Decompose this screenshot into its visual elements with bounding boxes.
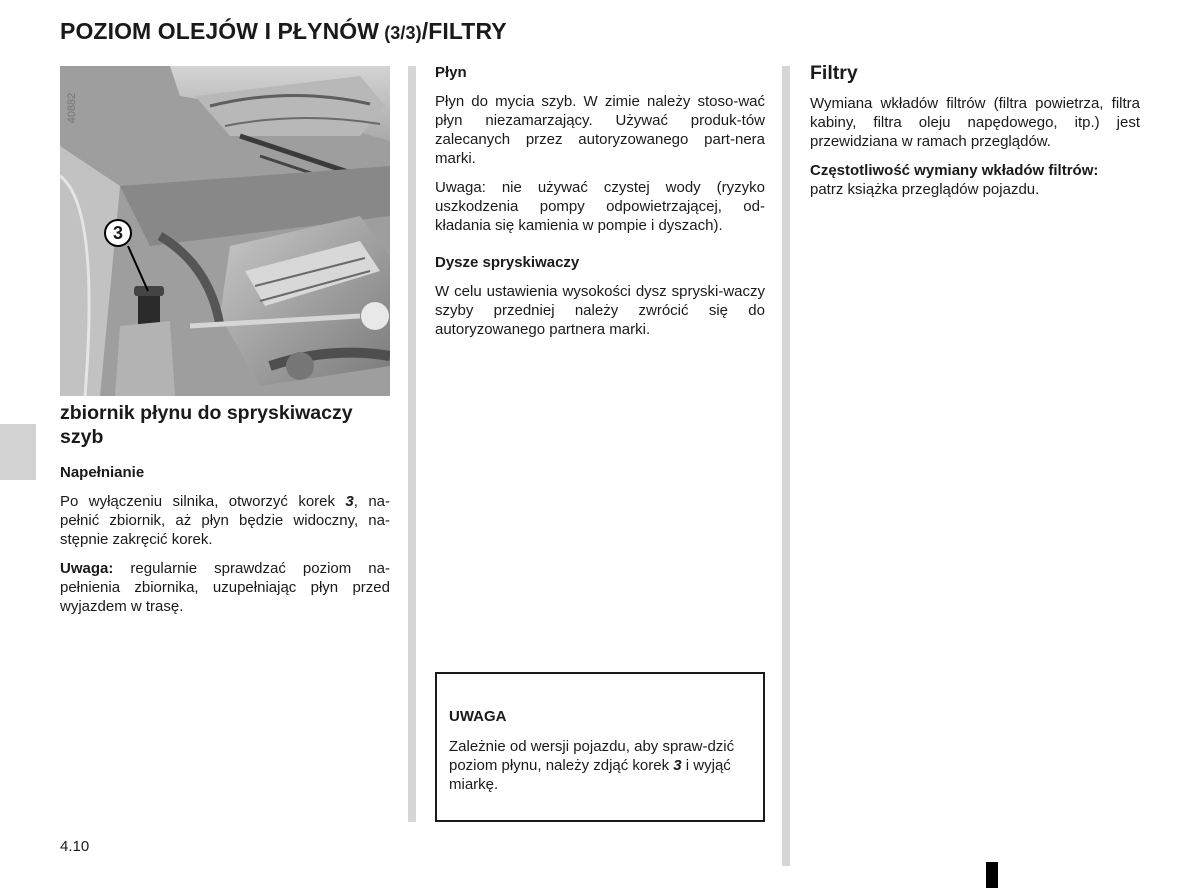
column-divider-right (782, 66, 790, 866)
warning-title: UWAGA (449, 708, 507, 725)
fluid-paragraph: Płyn do mycia szyb. W zimie należy stoso-wać płyn niezamarzający. Używać produk-tów zalecanych przez autoryzowanego part-nera marki. (435, 93, 765, 167)
nozzles-heading: Dysze spryskiwaczy (435, 254, 580, 271)
fluid-heading: Płyn (435, 64, 467, 81)
warning-text (449, 737, 751, 794)
warning-ref: 3 (673, 757, 682, 774)
frequency-text: patrz książka przeglądów pojazdu. (810, 181, 1040, 198)
page-number: 4.10 (60, 838, 90, 855)
frequency-label: Częstotliwość wymiany wkładów filtrów: (810, 162, 1099, 179)
sub-heading-filling: Napełnianie (60, 464, 145, 481)
callout-3-marker (104, 219, 132, 247)
spacer (435, 245, 765, 253)
filling-ref: 3 (345, 493, 354, 510)
warning-text-b: i wyjąć miarkę. (449, 757, 731, 793)
title-end: /FILTRY (421, 18, 507, 44)
right-column (810, 61, 1140, 209)
note-text: regularnie sprawdzać poziom na-pełnienia zbiornika, uzupełniając płyn przed wyjazdem w trasę. (60, 560, 390, 615)
water-warning-paragraph: Uwaga: nie używać czystej wody (ryzyko uszkodzenia pompy odpowietrzającej, od-kładania się kamienia w pompie i dyszach). (435, 179, 765, 234)
middle-column (435, 63, 765, 349)
warning-box (435, 672, 765, 822)
column-divider-left (408, 66, 416, 822)
filling-text-a: Po wyłączeniu silnika, otworzyć korek (60, 493, 346, 510)
section-heading: zbiornik płynu do spryskiwaczy szyb (60, 402, 353, 448)
title-main: POZIOM OLEJÓW I PŁYNÓW (60, 18, 380, 44)
filters-paragraph: Wymiana wkładów filtrów (filtra powietrza, filtra kabiny, filtra oleju napędowego, itp.) jest przewidziana w ramach przeglądów. (810, 95, 1140, 150)
nozzles-paragraph: W celu ustawienia wysokości dysz spryski-waczy szyby przedniej należy zwrócić się do autoryzowanego partnera marki. (435, 283, 765, 338)
filling-paragraph (60, 492, 390, 549)
note-paragraph (60, 559, 390, 616)
left-column (60, 401, 390, 626)
engine-bay-figure (60, 66, 390, 396)
note-label: Uwaga: (60, 560, 114, 577)
filters-heading: Filtry (810, 62, 858, 84)
warning-text-a: Zależnie od wersji pojazdu, aby spraw-dzić poziom płynu, należy zdjąć korek (449, 738, 735, 774)
figure-ref-number: 40882 (66, 92, 78, 124)
callout-number: 3 (112, 223, 123, 243)
frequency-paragraph (810, 161, 1140, 199)
page-title (60, 18, 507, 45)
corner-mark (986, 862, 998, 888)
chapter-tab (0, 424, 36, 480)
title-part: (3/3) (379, 23, 422, 43)
filling-text-b: , na-pełnić zbiornik, aż płyn będzie widoczny, na-stępnie zakręcić korek. (60, 493, 390, 548)
